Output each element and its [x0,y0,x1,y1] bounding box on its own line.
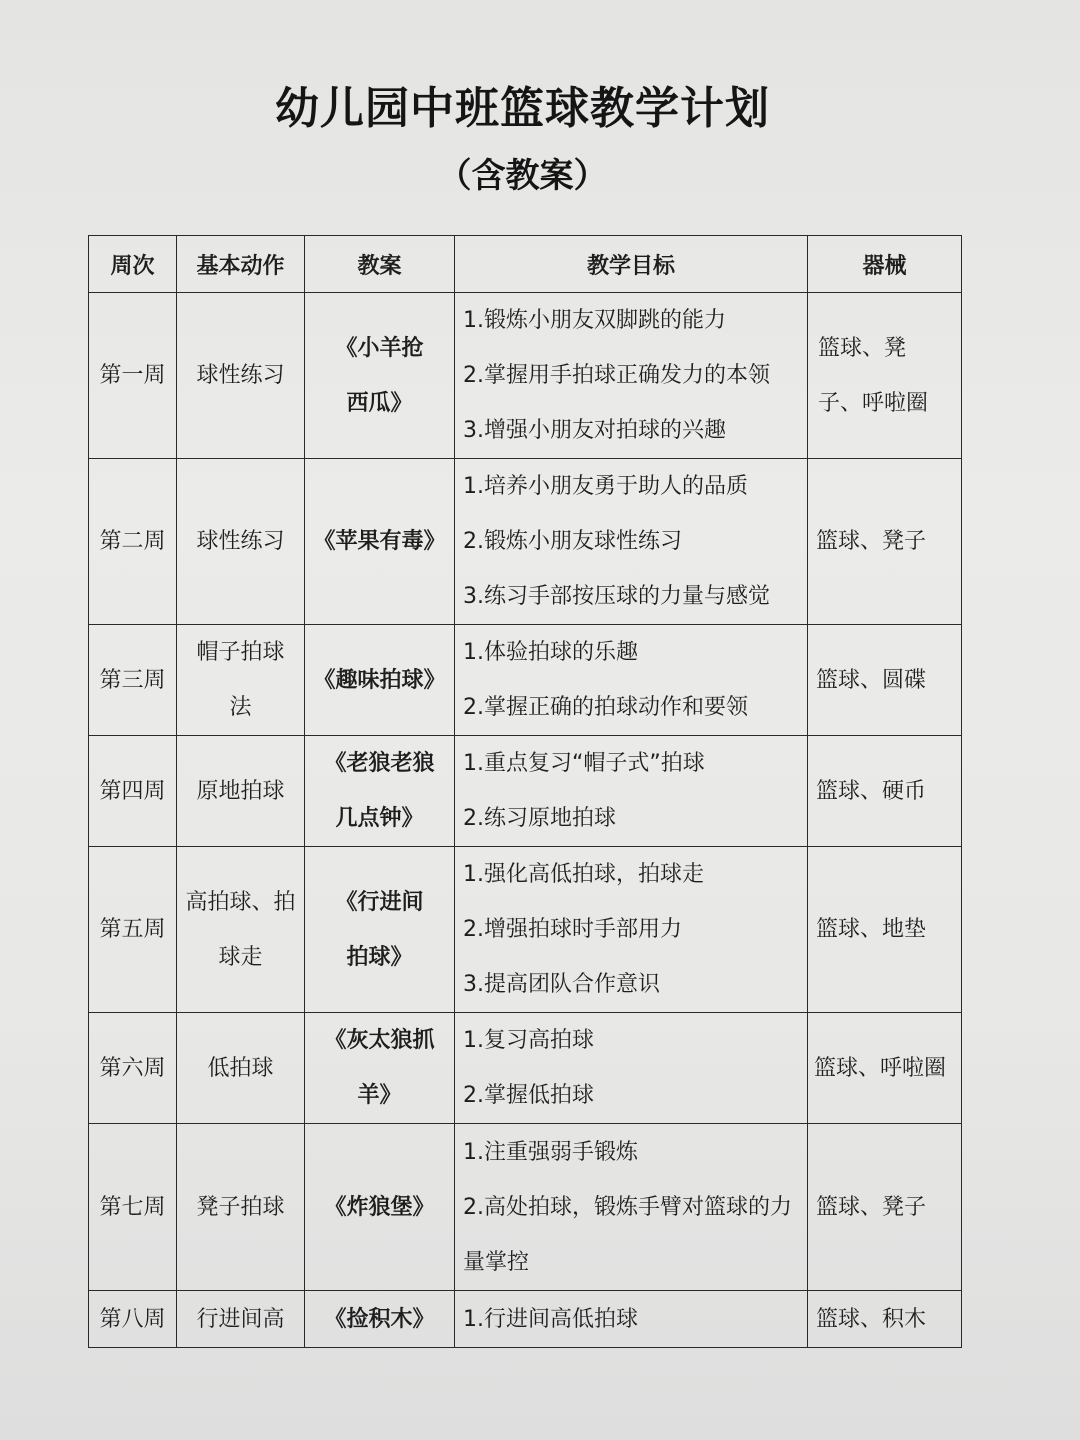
plan-cell: 《灰太狼抓羊》 [305,1013,455,1124]
goals-cell [455,459,808,625]
goal-item: 2.练习原地拍球 [463,806,616,831]
goals-cell [455,736,808,847]
goal-item: 3.练习手部按压球的力量与感觉 [463,584,770,609]
action-cell: 行进间高 [177,1291,305,1348]
plan-cell: 《苹果有毒》 [305,459,455,625]
action-cell: 球性练习 [177,459,305,625]
document-subtitle: （含教案） [437,156,608,196]
week-cell: 第一周 [89,293,177,459]
equipment-cell: 篮球、地垫 [808,847,962,1013]
teaching-plan-table [88,235,962,1348]
goal-item: 2.高处拍球，锻炼手臂对篮球的力量掌控 [463,1194,792,1275]
action-cell: 帽子拍球法 [177,625,305,736]
equipment-cell: 篮球、圆碟 [808,625,962,736]
table-row [89,1291,962,1348]
plan-cell: 《炸狼堡》 [305,1124,455,1291]
goal-item: 3.提高团队合作意识 [463,972,660,997]
header-equipment: 器械 [808,236,962,293]
plan-cell: 《行进间拍球》 [305,847,455,1013]
plan-cell: 《捡积木》 [305,1291,455,1348]
equipment-cell: 篮球、凳子、呼啦圈 [808,293,962,459]
action-cell: 高拍球、拍球走 [177,847,305,1013]
document-title: 幼儿园中班篮球教学计划 [275,83,770,134]
goals-cell [455,625,808,736]
goal-item: 1.锻炼小朋友双脚跳的能力 [463,308,726,333]
week-cell: 第三周 [89,625,177,736]
table-row [89,736,962,847]
equipment-cell: 篮球、凳子 [808,1124,962,1291]
goals-cell [455,847,808,1013]
table-row [89,847,962,1013]
goal-item: 1.体验拍球的乐趣 [463,640,638,665]
action-cell: 凳子拍球 [177,1124,305,1291]
week-cell: 第四周 [89,736,177,847]
goal-item: 2.掌握低拍球 [463,1083,594,1108]
table-header-row [89,236,962,293]
week-cell: 第五周 [89,847,177,1013]
table-row [89,459,962,625]
goal-item: 1.复习高拍球 [463,1028,594,1053]
goal-item: 1.重点复习“帽子式”拍球 [463,751,705,776]
week-cell: 第二周 [89,459,177,625]
goal-item: 1.强化高低拍球，拍球走 [463,862,704,887]
goal-item: 2.掌握正确的拍球动作和要领 [463,695,748,720]
goal-item: 2.掌握用手拍球正确发力的本领 [463,363,770,388]
goal-item: 2.增强拍球时手部用力 [463,917,682,942]
goal-item: 3.增强小朋友对拍球的兴趣 [463,418,726,443]
equipment-cell: 篮球、积木 [808,1291,962,1348]
header-action: 基本动作 [177,236,305,293]
table-row [89,1013,962,1124]
plan-cell: 《趣味拍球》 [305,625,455,736]
action-cell: 球性练习 [177,293,305,459]
week-cell: 第七周 [89,1124,177,1291]
goals-cell [455,293,808,459]
goals-cell [455,1013,808,1124]
equipment-cell: 篮球、凳子 [808,459,962,625]
equipment-cell: 篮球、呼啦圈 [808,1013,962,1124]
table-row [89,625,962,736]
plan-cell: 《老狼老狼几点钟》 [305,736,455,847]
header-goals: 教学目标 [455,236,808,293]
action-cell: 原地拍球 [177,736,305,847]
table-row [89,1124,962,1291]
week-cell: 第八周 [89,1291,177,1348]
table-row [89,293,962,459]
week-cell: 第六周 [89,1013,177,1124]
plan-cell: 《小羊抢西瓜》 [305,293,455,459]
header-week: 周次 [89,236,177,293]
header-plan: 教案 [305,236,455,293]
goal-item: 1.行进间高低拍球 [463,1306,638,1332]
goal-item: 2.锻炼小朋友球性练习 [463,529,682,554]
goals-cell [455,1124,808,1291]
goal-item: 1.注重强弱手锻炼 [463,1139,638,1165]
equipment-cell: 篮球、硬币 [808,736,962,847]
action-cell: 低拍球 [177,1013,305,1124]
goal-item: 1.培养小朋友勇于助人的品质 [463,474,748,499]
goals-cell [455,1291,808,1348]
